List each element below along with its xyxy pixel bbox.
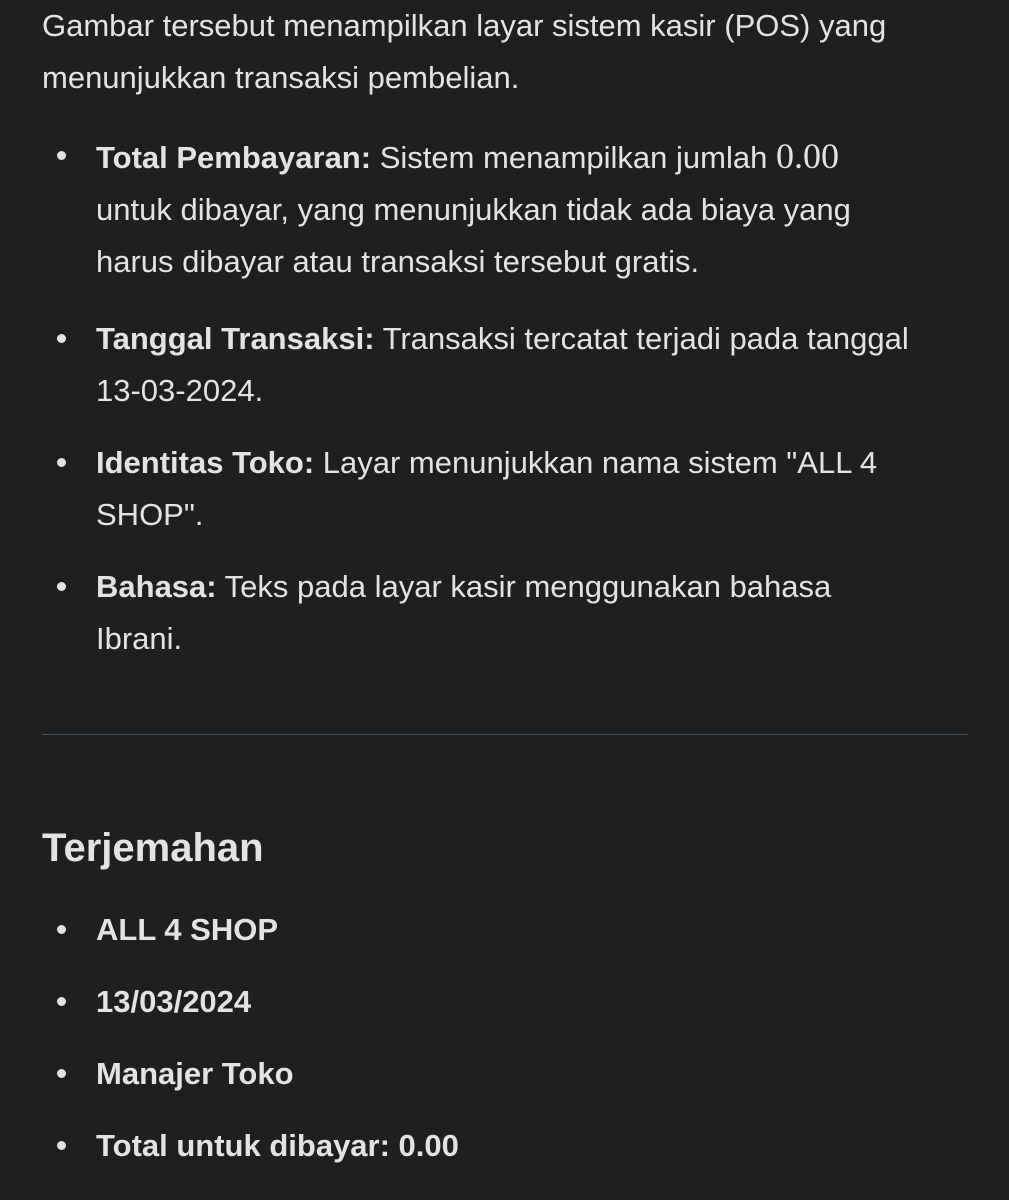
item-label: Total Pembayaran: [96, 140, 372, 175]
list-item-language [0, 561, 916, 665]
translation-heading: Terjemahan [42, 826, 264, 870]
list-item [0, 1048, 916, 1100]
bullet-icon [57, 334, 66, 343]
list-item-transaction-date [0, 313, 916, 417]
intro-paragraph: Gambar tersebut menampilkan layar sistem kasir (POS) yang menunjukkan transaksi pembelian. [42, 8, 887, 95]
item-label: Tanggal Transaksi: [96, 321, 375, 356]
bullet-icon [57, 997, 66, 1006]
translation-item-text: Manajer Toko [96, 1056, 294, 1091]
translation-item-text: 13/03/2024 [96, 984, 252, 1019]
item-text: Transaksi tercatat terjadi pada tanggal 13-03-2024. [96, 321, 909, 408]
list-item [0, 904, 916, 956]
item-text: Sistem menampilkan jumlah [371, 140, 776, 175]
bullet-icon [57, 458, 66, 467]
bullet-icon [57, 1069, 66, 1078]
item-label: Bahasa: [96, 569, 217, 604]
translation-item-text: ALL 4 SHOP [96, 912, 279, 947]
bullet-icon [57, 1141, 66, 1150]
section-divider [42, 734, 968, 735]
item-text: Layar menunjukkan nama sistem "ALL 4 SHOP". [96, 445, 878, 532]
amount-value: 0.00 [775, 136, 839, 176]
translation-item-text: Total untuk dibayar: 0.00 [96, 1128, 459, 1163]
list-item-store-identity [0, 437, 916, 541]
list-item [0, 976, 916, 1028]
item-text: Teks pada layar kasir menggunakan bahasa Ibrani. [96, 569, 832, 656]
bullet-icon [57, 925, 66, 934]
bullet-icon [57, 151, 66, 160]
translation-list [0, 904, 1009, 1172]
item-text: untuk dibayar, yang menunjukkan tidak ada biaya yang harus dibayar atau transaksi tersebut gratis. [96, 192, 851, 279]
list-item [0, 1120, 916, 1172]
details-list [0, 130, 1009, 665]
bullet-icon [57, 582, 66, 591]
list-item-total-payment [0, 130, 916, 288]
item-label: Identitas Toko: [96, 445, 315, 480]
